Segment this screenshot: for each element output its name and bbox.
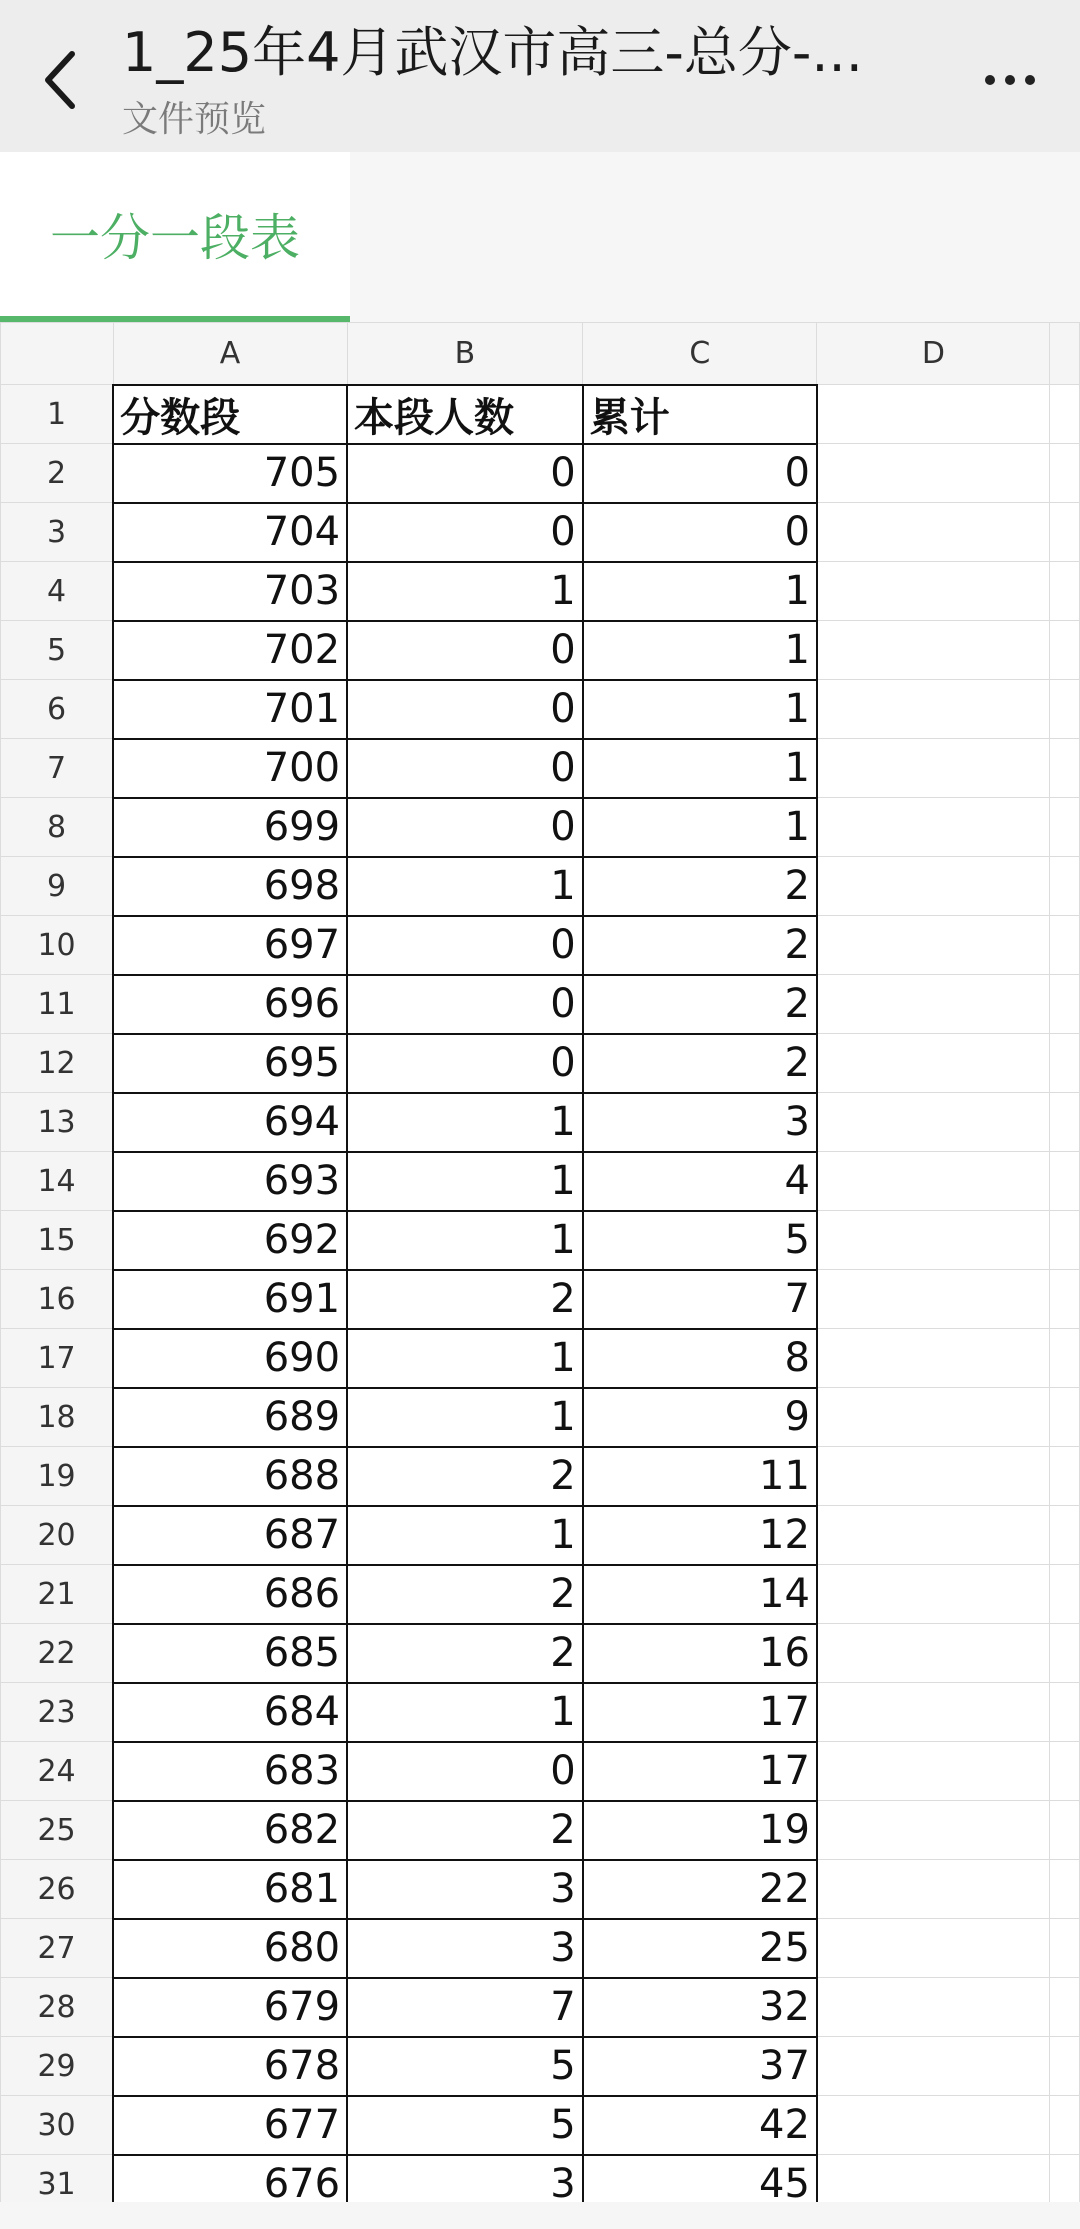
cell-e[interactable] xyxy=(1050,1506,1080,1565)
cell-e[interactable] xyxy=(1050,1034,1080,1093)
cell-e[interactable] xyxy=(1050,621,1080,680)
back-button[interactable] xyxy=(30,40,90,120)
table-row xyxy=(1,1624,1080,1683)
cell-a[interactable]: 686 xyxy=(113,1565,347,1624)
cell-e[interactable] xyxy=(1050,1447,1080,1506)
cell-c[interactable]: 7 xyxy=(583,1270,817,1329)
table-row xyxy=(1,1565,1080,1624)
cell-b[interactable]: 0 xyxy=(347,444,583,503)
row-header[interactable]: 20 xyxy=(1,1506,114,1565)
cell-e[interactable] xyxy=(1050,739,1080,798)
cell-b[interactable]: 2 xyxy=(347,1801,583,1860)
cell-a[interactable]: 704 xyxy=(113,503,347,562)
cell-c[interactable]: 22 xyxy=(583,1860,817,1919)
cell-a[interactable]: 678 xyxy=(113,2037,347,2096)
cell-a[interactable]: 691 xyxy=(113,1270,347,1329)
cell-e[interactable] xyxy=(1050,444,1080,503)
table-row xyxy=(1,1860,1080,1919)
cell-b[interactable]: 0 xyxy=(347,739,583,798)
cell-c[interactable]: 45 xyxy=(583,2155,817,2203)
row-header[interactable]: 11 xyxy=(1,975,114,1034)
table-row xyxy=(1,1270,1080,1329)
cell-a[interactable]: 分数段 xyxy=(113,385,347,444)
sheet-tab-active[interactable]: 一分一段表 xyxy=(0,152,350,322)
cell-a[interactable]: 690 xyxy=(113,1329,347,1388)
cell-c[interactable]: 2 xyxy=(583,857,817,916)
row-header[interactable]: 5 xyxy=(1,621,114,680)
spreadsheet-grid[interactable] xyxy=(0,322,1080,2202)
cell-b[interactable]: 5 xyxy=(347,2037,583,2096)
row-header[interactable]: 6 xyxy=(1,680,114,739)
cell-a[interactable]: 697 xyxy=(113,916,347,975)
cell-b[interactable]: 3 xyxy=(347,2155,583,2203)
cell-d[interactable] xyxy=(817,1270,1050,1329)
cell-e[interactable] xyxy=(1050,916,1080,975)
cell-a[interactable]: 683 xyxy=(113,1742,347,1801)
cell-e[interactable] xyxy=(1050,1978,1080,2037)
cell-d[interactable] xyxy=(817,739,1050,798)
cell-b[interactable]: 3 xyxy=(347,1919,583,1978)
more-options-button[interactable] xyxy=(970,50,1050,110)
cell-b[interactable]: 0 xyxy=(347,680,583,739)
cell-b[interactable]: 1 xyxy=(347,857,583,916)
table-row xyxy=(1,1447,1080,1506)
row-header[interactable]: 29 xyxy=(1,2037,114,2096)
cell-c[interactable]: 0 xyxy=(583,444,817,503)
table-row xyxy=(1,1388,1080,1447)
cell-e[interactable] xyxy=(1050,1329,1080,1388)
row-header[interactable]: 21 xyxy=(1,1565,114,1624)
cell-d[interactable] xyxy=(817,1919,1050,1978)
cell-b[interactable]: 2 xyxy=(347,1447,583,1506)
cell-c[interactable]: 2 xyxy=(583,975,817,1034)
cell-e[interactable] xyxy=(1050,1624,1080,1683)
bottom-strip xyxy=(0,2202,1080,2229)
row-header[interactable]: 1 xyxy=(1,385,114,444)
table-row xyxy=(1,857,1080,916)
row-header[interactable]: 8 xyxy=(1,798,114,857)
cell-d[interactable] xyxy=(817,562,1050,621)
row-header[interactable]: 10 xyxy=(1,916,114,975)
cell-a[interactable]: 685 xyxy=(113,1624,347,1683)
cell-d[interactable] xyxy=(817,1742,1050,1801)
cell-c[interactable]: 累计 xyxy=(583,385,817,444)
spreadsheet-table xyxy=(0,322,1080,2202)
cell-e[interactable] xyxy=(1050,1683,1080,1742)
table-row xyxy=(1,1329,1080,1388)
row-header[interactable]: 13 xyxy=(1,1093,114,1152)
cell-b[interactable]: 3 xyxy=(347,1860,583,1919)
cell-e[interactable] xyxy=(1050,1801,1080,1860)
cell-b[interactable]: 2 xyxy=(347,1624,583,1683)
cell-a[interactable]: 676 xyxy=(113,2155,347,2203)
column-header-b[interactable]: B xyxy=(347,323,583,385)
cell-a[interactable]: 694 xyxy=(113,1093,347,1152)
row-header[interactable]: 22 xyxy=(1,1624,114,1683)
cell-e[interactable] xyxy=(1050,1565,1080,1624)
cell-a[interactable]: 688 xyxy=(113,1447,347,1506)
cell-c[interactable]: 16 xyxy=(583,1624,817,1683)
cell-d[interactable] xyxy=(817,916,1050,975)
cell-d[interactable] xyxy=(817,1624,1050,1683)
cell-e[interactable] xyxy=(1050,385,1080,444)
cell-a[interactable]: 689 xyxy=(113,1388,347,1447)
row-header[interactable]: 27 xyxy=(1,1919,114,1978)
corner-cell[interactable] xyxy=(1,323,114,385)
cell-a[interactable]: 682 xyxy=(113,1801,347,1860)
cell-b[interactable]: 本段人数 xyxy=(347,385,583,444)
cell-e[interactable] xyxy=(1050,2096,1080,2155)
cell-e[interactable] xyxy=(1050,1860,1080,1919)
cell-a[interactable]: 696 xyxy=(113,975,347,1034)
more-dots-icon xyxy=(985,75,995,85)
cell-b[interactable]: 1 xyxy=(347,1506,583,1565)
table-row xyxy=(1,1152,1080,1211)
row-header[interactable]: 4 xyxy=(1,562,114,621)
cell-e[interactable] xyxy=(1050,2037,1080,2096)
table-row xyxy=(1,1801,1080,1860)
cell-d[interactable] xyxy=(817,798,1050,857)
file-subtitle: 文件预览 xyxy=(122,99,267,140)
cell-c[interactable]: 1 xyxy=(583,621,817,680)
cell-c[interactable]: 17 xyxy=(583,1742,817,1801)
table-row xyxy=(1,621,1080,680)
table-row xyxy=(1,503,1080,562)
cell-e[interactable] xyxy=(1050,503,1080,562)
table-row xyxy=(1,2037,1080,2096)
cell-b[interactable]: 0 xyxy=(347,503,583,562)
table-row xyxy=(1,1919,1080,1978)
row-header[interactable]: 19 xyxy=(1,1447,114,1506)
row-header[interactable]: 26 xyxy=(1,1860,114,1919)
column-header-c[interactable]: C xyxy=(583,323,817,385)
cell-a[interactable]: 679 xyxy=(113,1978,347,2037)
more-dot xyxy=(1025,75,1035,85)
cell-d[interactable] xyxy=(817,1447,1050,1506)
row-header[interactable]: 18 xyxy=(1,1388,114,1447)
cell-d[interactable] xyxy=(817,680,1050,739)
column-header-row xyxy=(1,323,1080,385)
table-row xyxy=(1,798,1080,857)
cell-b[interactable]: 2 xyxy=(347,1565,583,1624)
cell-e[interactable] xyxy=(1050,2155,1080,2203)
row-header[interactable]: 30 xyxy=(1,2096,114,2155)
cell-c[interactable]: 14 xyxy=(583,1565,817,1624)
cell-d[interactable] xyxy=(817,1860,1050,1919)
cell-e[interactable] xyxy=(1050,975,1080,1034)
cell-a[interactable]: 680 xyxy=(113,1919,347,1978)
table-row xyxy=(1,1034,1080,1093)
row-header[interactable]: 2 xyxy=(1,444,114,503)
cell-d[interactable] xyxy=(817,1683,1050,1742)
cell-e[interactable] xyxy=(1050,562,1080,621)
column-header-d[interactable]: D xyxy=(817,323,1050,385)
table-row xyxy=(1,916,1080,975)
cell-b[interactable]: 0 xyxy=(347,798,583,857)
sheet-tab-bar xyxy=(0,152,1080,322)
cell-d[interactable] xyxy=(817,621,1050,680)
cell-c[interactable]: 4 xyxy=(583,1152,817,1211)
cell-d[interactable] xyxy=(817,503,1050,562)
cell-e[interactable] xyxy=(1050,1270,1080,1329)
cell-d[interactable] xyxy=(817,1034,1050,1093)
cell-b[interactable]: 1 xyxy=(347,1683,583,1742)
cell-c[interactable]: 19 xyxy=(583,1801,817,1860)
cell-b[interactable]: 1 xyxy=(347,1152,583,1211)
cell-e[interactable] xyxy=(1050,1742,1080,1801)
table-row xyxy=(1,1506,1080,1565)
row-header[interactable]: 16 xyxy=(1,1270,114,1329)
cell-c[interactable]: 25 xyxy=(583,1919,817,1978)
cell-e[interactable] xyxy=(1050,1388,1080,1447)
cell-e[interactable] xyxy=(1050,1093,1080,1152)
cell-a[interactable]: 677 xyxy=(113,2096,347,2155)
cell-a[interactable]: 684 xyxy=(113,1683,347,1742)
cell-d[interactable] xyxy=(817,385,1050,444)
cell-c[interactable]: 2 xyxy=(583,916,817,975)
cell-d[interactable] xyxy=(817,1506,1050,1565)
cell-e[interactable] xyxy=(1050,857,1080,916)
file-title: 1_25年4月武汉市高三-总分-... xyxy=(122,21,863,84)
cell-d[interactable] xyxy=(817,1211,1050,1270)
row-header[interactable]: 17 xyxy=(1,1329,114,1388)
table-row xyxy=(1,975,1080,1034)
cell-b[interactable]: 1 xyxy=(347,1211,583,1270)
row-header[interactable]: 24 xyxy=(1,1742,114,1801)
cell-c[interactable]: 1 xyxy=(583,562,817,621)
cell-a[interactable]: 703 xyxy=(113,562,347,621)
cell-d[interactable] xyxy=(817,1388,1050,1447)
cell-d[interactable] xyxy=(817,857,1050,916)
chevron-left-icon xyxy=(40,48,80,112)
cell-d[interactable] xyxy=(817,1152,1050,1211)
cell-e[interactable] xyxy=(1050,1211,1080,1270)
row-header[interactable]: 31 xyxy=(1,2155,114,2203)
row-header[interactable]: 12 xyxy=(1,1034,114,1093)
cell-b[interactable]: 1 xyxy=(347,1388,583,1447)
cell-a[interactable]: 698 xyxy=(113,857,347,916)
cell-e[interactable] xyxy=(1050,1152,1080,1211)
cell-d[interactable] xyxy=(817,1978,1050,2037)
cell-c[interactable]: 32 xyxy=(583,1978,817,2037)
column-header-a[interactable]: A xyxy=(113,323,347,385)
table-row xyxy=(1,739,1080,798)
cell-d[interactable] xyxy=(817,1093,1050,1152)
cell-b[interactable]: 5 xyxy=(347,2096,583,2155)
cell-c[interactable]: 17 xyxy=(583,1683,817,1742)
row-header[interactable]: 25 xyxy=(1,1801,114,1860)
cell-b[interactable]: 7 xyxy=(347,1978,583,2037)
cell-a[interactable]: 702 xyxy=(113,621,347,680)
cell-d[interactable] xyxy=(817,975,1050,1034)
cell-b[interactable]: 1 xyxy=(347,1329,583,1388)
cell-c[interactable]: 0 xyxy=(583,503,817,562)
cell-b[interactable]: 0 xyxy=(347,975,583,1034)
cell-c[interactable]: 1 xyxy=(583,798,817,857)
row-header[interactable]: 15 xyxy=(1,1211,114,1270)
cell-a[interactable]: 693 xyxy=(113,1152,347,1211)
cell-b[interactable]: 0 xyxy=(347,1034,583,1093)
cell-c[interactable]: 1 xyxy=(583,680,817,739)
table-row xyxy=(1,1742,1080,1801)
cell-a[interactable]: 687 xyxy=(113,1506,347,1565)
cell-c[interactable]: 8 xyxy=(583,1329,817,1388)
table-row xyxy=(1,562,1080,621)
row-header[interactable]: 28 xyxy=(1,1978,114,2037)
cell-a[interactable]: 681 xyxy=(113,1860,347,1919)
cell-d[interactable] xyxy=(817,444,1050,503)
column-header-e[interactable] xyxy=(1050,323,1080,385)
more-dot xyxy=(1005,75,1015,85)
table-row xyxy=(1,1683,1080,1742)
cell-d[interactable] xyxy=(817,1329,1050,1388)
cell-d[interactable] xyxy=(817,2037,1050,2096)
row-header[interactable]: 3 xyxy=(1,503,114,562)
table-row xyxy=(1,444,1080,503)
cell-c[interactable]: 42 xyxy=(583,2096,817,2155)
cell-d[interactable] xyxy=(817,1801,1050,1860)
cell-c[interactable]: 11 xyxy=(583,1447,817,1506)
table-row xyxy=(1,385,1080,444)
cell-d[interactable] xyxy=(817,2096,1050,2155)
table-row xyxy=(1,2096,1080,2155)
cell-c[interactable]: 9 xyxy=(583,1388,817,1447)
title-bar xyxy=(0,0,1080,152)
table-row xyxy=(1,2155,1080,2203)
table-row xyxy=(1,1211,1080,1270)
row-header[interactable]: 7 xyxy=(1,739,114,798)
cell-d[interactable] xyxy=(817,1565,1050,1624)
table-row xyxy=(1,1978,1080,2037)
cell-e[interactable] xyxy=(1050,798,1080,857)
row-header[interactable]: 23 xyxy=(1,1683,114,1742)
table-row xyxy=(1,1093,1080,1152)
row-header[interactable]: 14 xyxy=(1,1152,114,1211)
cell-a[interactable]: 700 xyxy=(113,739,347,798)
cell-e[interactable] xyxy=(1050,1919,1080,1978)
cell-c[interactable]: 5 xyxy=(583,1211,817,1270)
cell-b[interactable]: 2 xyxy=(347,1270,583,1329)
cell-a[interactable]: 692 xyxy=(113,1211,347,1270)
cell-d[interactable] xyxy=(817,2155,1050,2203)
cell-c[interactable]: 12 xyxy=(583,1506,817,1565)
cell-c[interactable]: 1 xyxy=(583,739,817,798)
cell-b[interactable]: 1 xyxy=(347,562,583,621)
cell-e[interactable] xyxy=(1050,680,1080,739)
cell-a[interactable]: 699 xyxy=(113,798,347,857)
cell-c[interactable]: 3 xyxy=(583,1093,817,1152)
cell-a[interactable]: 695 xyxy=(113,1034,347,1093)
cell-b[interactable]: 0 xyxy=(347,621,583,680)
row-header[interactable]: 9 xyxy=(1,857,114,916)
cell-c[interactable]: 37 xyxy=(583,2037,817,2096)
cell-b[interactable]: 0 xyxy=(347,1742,583,1801)
cell-b[interactable]: 0 xyxy=(347,916,583,975)
cell-c[interactable]: 2 xyxy=(583,1034,817,1093)
cell-b[interactable]: 1 xyxy=(347,1093,583,1152)
table-row xyxy=(1,680,1080,739)
cell-a[interactable]: 705 xyxy=(113,444,347,503)
cell-a[interactable]: 701 xyxy=(113,680,347,739)
